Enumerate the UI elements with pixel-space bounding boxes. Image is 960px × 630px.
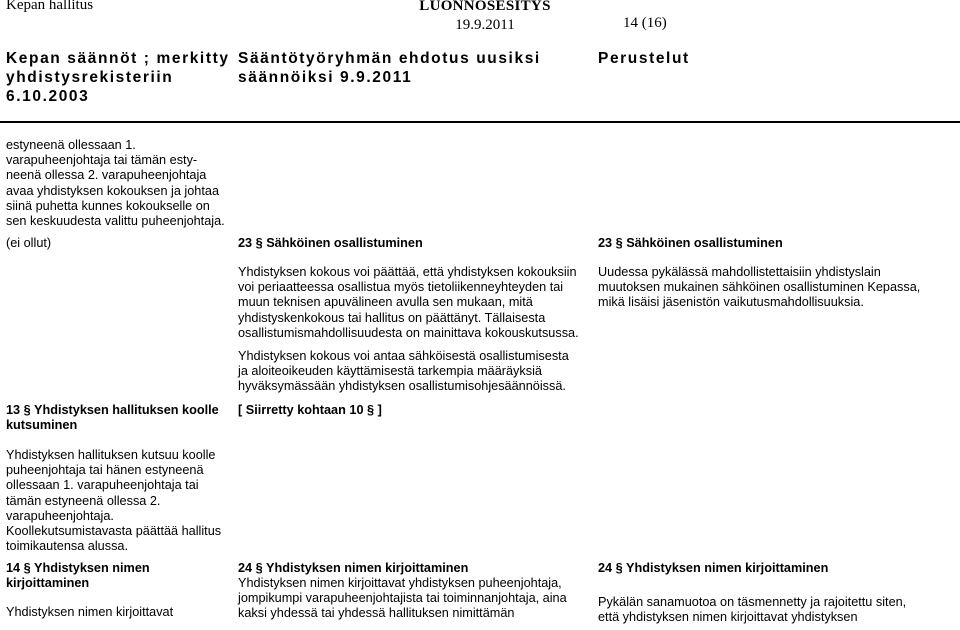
- col1-intro-text: estyneenä ollessaan 1. varapuheenjohtaja tai tämän esty- neenä ollessa 2. varapuheenjohtaja avaa yhdistyksen kokouksen ja johtaa siinä puhetta kunnes kokoukselle on sen keskuudesta valittu puheenjohtaja.: [6, 138, 225, 229]
- col2-moved-note: [ Siirretty kohtaan 10 § ]: [238, 403, 382, 417]
- col3-section-23-rationale: Uudessa pykälässä mahdollistettaisiin yhdistyslain muutoksen mukainen sähköinen osallistuminen Kepassa, mikä lisäisi jäsenistön vaikutusmahdollisuuksia.: [598, 265, 921, 310]
- column-title-current-rules: Kepan säännöt ; merkitty yhdistysrekisteriin 6.10.2003: [6, 50, 230, 105]
- col3-section-24-title: 24 § Yhdistyksen nimen kirjoittaminen: [598, 561, 829, 575]
- document-date: 19.9.2011: [455, 17, 515, 33]
- col1-section-14-body: Yhdistyksen nimen kirjoittavat: [6, 605, 174, 619]
- col2-section-24-title: 24 § Yhdistyksen nimen kirjoittaminen: [238, 561, 469, 575]
- col2-section-23-title: 23 § Sähköinen osallistuminen: [238, 236, 423, 250]
- col3-section-24-rationale: Pykälän sanamuotoa on täsmennetty ja rajoitettu siten, että yhdistyksen nimen kirjoittavat yhdistyksen: [598, 595, 907, 625]
- col2-section-23-paragraph-2: Yhdistyksen kokous voi antaa sähköisestä osallistumisesta ja aloiteoikeuden käyttämisestä tarkempia määräyksiä hyväksymässään yhdistyksen osallistumisohjesäännöissä.: [238, 349, 569, 394]
- draft-title: LUONNOSESITYS: [419, 0, 551, 14]
- col2-section-23-paragraph-1: Yhdistyksen kokous voi päättää, että yhdistyksen kokouksiin voi periaatteessa osallistua myös tietoliikenneyhteyden tai muun teknisen apuvälineen avulla sen mukaan, mitä yhdistyskenkokous tai hallitus on päättänyt. Tällaisesta osallistumismahdollisuudesta on mainittava kokouskutsussa.: [238, 265, 579, 340]
- header-divider: [0, 121, 960, 123]
- col1-section-13-title: 13 § Yhdistyksen hallituksen koolle kutsuminen: [6, 403, 219, 433]
- page-number: 14 (16): [623, 15, 667, 31]
- header-organization: Kepan hallitus: [6, 0, 94, 13]
- col1-section-14-title: 14 § Yhdistyksen nimen kirjoittaminen: [6, 561, 150, 591]
- col3-section-23-title: 23 § Sähköinen osallistuminen: [598, 236, 783, 250]
- col2-section-24-body: Yhdistyksen nimen kirjoittavat yhdistyksen puheenjohtaja, jompikumpi varapuheenjohtajista tai toiminnanjohtaja, aina kaksi yhdessä tai yhdessä hallituksen nimittämän: [238, 576, 567, 621]
- header-status: [410, 0, 560, 35]
- column-title-proposal: Sääntötyöryhmän ehdotus uusiksi säännöiksi 9.9.2011: [238, 50, 541, 86]
- col1-not-existed: (ei ollut): [6, 236, 52, 250]
- column-title-rationale: Perustelut: [598, 50, 690, 67]
- col1-section-13-body: Yhdistyksen hallituksen kutsuu koolle puheenjohtaja tai hänen estyneenä ollessaan 1. varapuheenjohtaja tai tämän estyneenä ollessa 2. varapuheenjohtaja. Koollekutsumistavasta päättää hallitus toimikautensa alussa.: [6, 448, 222, 554]
